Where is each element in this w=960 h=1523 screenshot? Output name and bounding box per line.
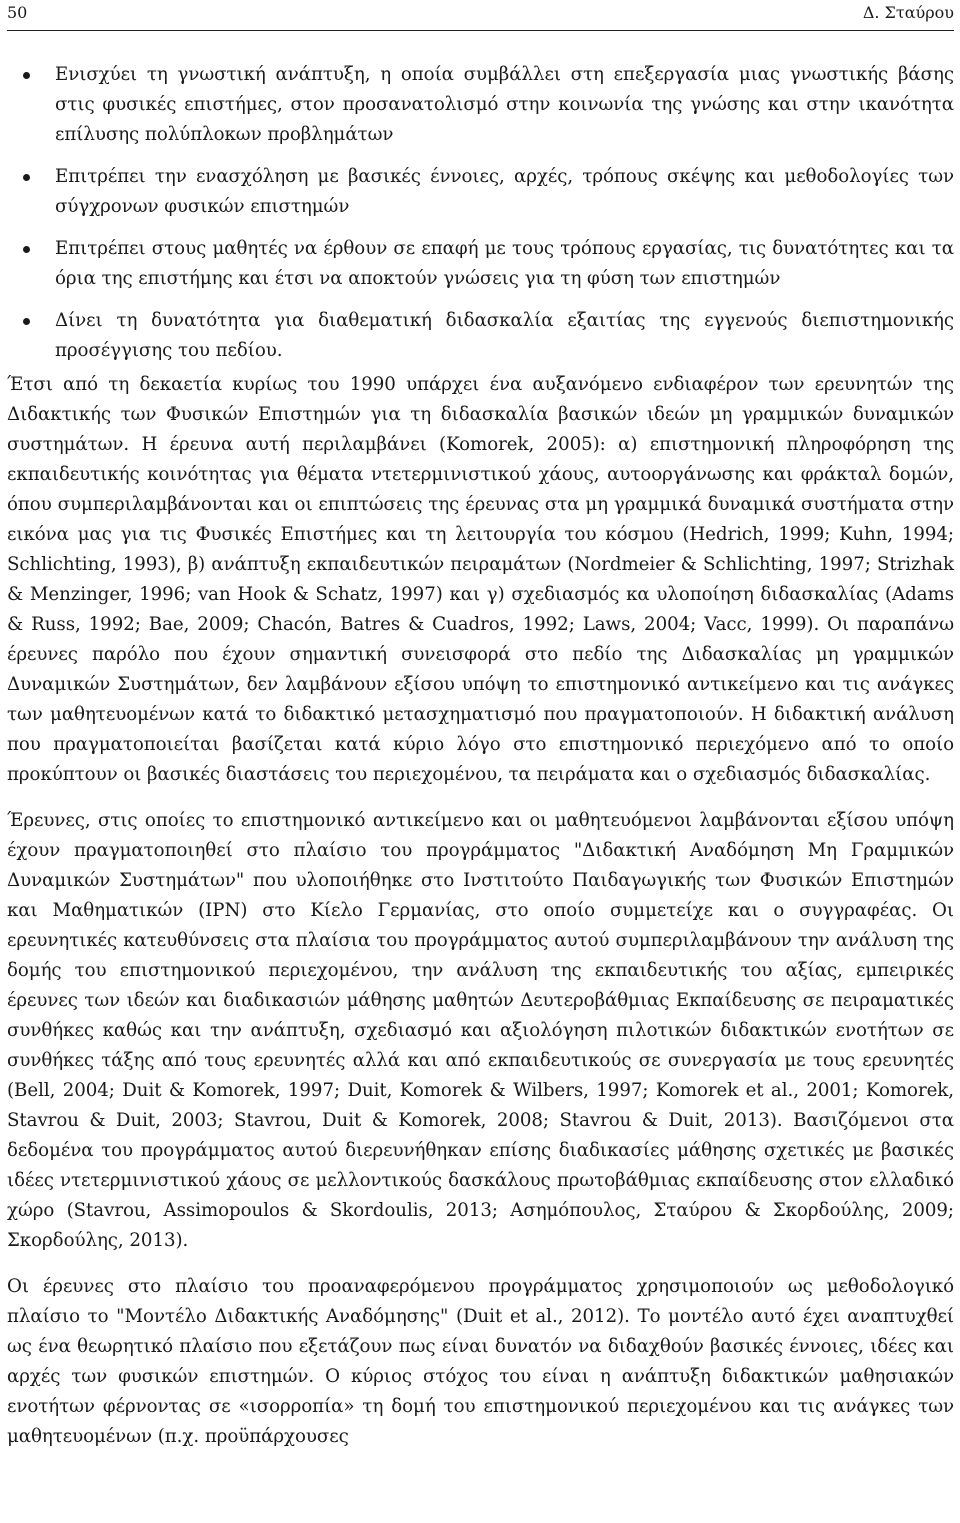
running-head: Δ. Σταύρου xyxy=(862,3,954,22)
bullet-item xyxy=(55,234,954,294)
bullet-text: Επιτρέπει την ενασχόληση με βασικές έννοιες, αρχές, τρόπους σκέψης και μεθοδολογίες των σύγχρονων φυσικών επιστημών xyxy=(55,166,954,217)
bullet-text: Επιτρέπει στους μαθητές να έρθουν σε επαφή με τους τρόπους εργασίας, τις δυνατότητες και τα όρια της επιστήμης και έτσι να αποκτούν γνώσεις για τη φύση των επιστημών xyxy=(55,238,954,289)
bullet-text: Δίνει τη δυνατότητα για διαθεματική διδασκαλία εξαιτίας της εγγενούς διεπιστημονικής προσέγγισης του πεδίου. xyxy=(55,310,954,361)
bullet-dot-icon xyxy=(23,72,30,79)
bullet-dot-icon xyxy=(23,246,30,253)
bullet-dot-icon xyxy=(23,318,30,325)
page-header xyxy=(7,0,954,31)
body-paragraph: Οι έρευνες στο πλαίσιο του προαναφερόμενου προγράμματος χρησιμοποιούν ως μεθοδολογικό πλαίσιο το "Μοντέλο Διδακτικής Αναδόμησης" (Duit et al., 2012). Το μοντέλο αυτό έχει αναπτυχθεί ως ένα θεωρητικό πλαίσιο που εξετάζουν πως είναι δυνατόν να διδαχθούν βασικές έννοιες, ιδέες και αρχές των φυσικών επιστημών. Ο κύριος στόχος του είναι η ανάπτυξη διδακτικών μαθησιακών ενοτήτων φέρνοντας σε «ισορροπία» τη δομή του επιστημονικού περιεχομένου και τις ανάγκες των μαθητευομένων (π.χ. προϋπάρχουσες xyxy=(7,1276,954,1447)
body-paragraph: Έρευνες, στις οποίες το επιστημονικό αντικείμενο και οι μαθητευόμενοι λαμβάνονται εξίσου υπόψη έχουν πραγματοποιηθεί στο πλαίσιο του προγράμματος "Διδακτική Αναδόμηση Μη Γραμμικών Δυναμικών Συστημάτων" που υλοποιήθηκε στο Ινστιτούτο Παιδαγωγικής των Φυσικών Επιστημών και Μαθηματικών (IPN) στο Κίελο Γερμανίας, στο οποίο συμμετείχε και ο συγγραφέας. Οι ερευνητικές κατευθύνσεις στα πλαίσια του προγράμματος αυτού συμπεριλαμβάνουν την ανάλυση της δομής του επιστημονικού περιεχομένου, την ανάλυση της εκπαιδευτικής του αξίας, εμπειρικές έρευνες των ιδεών και διαδικασιών μάθησης μαθητών Δευτεροβάθμιας Εκπαίδευσης σε πειραματικές συνθήκες καθώς και την ανάπτυξη, σχεδιασμό και αξιολόγηση πιλοτικών διδακτικών ενοτήτων σε συνθήκες τάξης από τους ερευνητές αλλά και από εκπαιδευτικούς σε συνεργασία με τους ερευνητές (Bell, 2004; Duit & Komorek, 1997; Duit, Komorek & Wilbers, 1997; Komorek et al., 2001; Komorek, Stavrou & Duit, 2003; Stavrou, Duit & Komorek, 2008; Stavrou & Duit, 2013). Βασιζόμενοι στα δεδομένα του προγράμματος αυτού διερευνήθηκαν επίσης διαδικασίες μάθησης σχετικές με βασικές ιδέες ντετερμινιστικού χάους σε μελλοντικούς δασκάλους πρωτοβάθμιας εκπαίδευσης στον ελλαδικό χώρο (Stavrou, Assimopoulos & Skordoulis, 2013; Ασημόπουλος, Σταύρου & Σκορδούλης, 2009; Σκορδούλης, 2013). xyxy=(7,810,954,1251)
body-paragraph: Έτσι από τη δεκαετία κυρίως του 1990 υπάρχει ένα αυξανόμενο ενδιαφέρον των ερευνητών της Διδακτικής των Φυσικών Επιστημών για τη διδασκαλία βασικών ιδεών μη γραμμικών δυναμικών συστημάτων. Η έρευνα αυτή περιλαμβάνει (Komorek, 2005): α) επιστημονική πληροφόρηση της εκπαιδευτικής κοινότητας για θέματα ντετερμινιστικού χάους, αυτοοργάνωσης και φράκταλ δομών, όπου συμπεριλαμβάνονται και οι επιπτώσεις της έρευνας στα μη γραμμικά δυναμικά συστήματα στην εικόνα μας για τις Φυσικές Επιστήμες και τη λειτουργία του κόσμου (Hedrich, 1999; Kuhn, 1994; Schlichting, 1993), β) ανάπτυξη εκπαιδευτικών πειραμάτων (Nordmeier & Schlichting, 1997; Strizhak & Menzinger, 1996; van Hook & Schatz, 1997) και γ) σχεδιασμός κα υλοποίηση διδασκαλίας (Adams & Russ, 1992; Bae, 2009; Chacón, Batres & Cuadros, 1992; Laws, 2004; Vacc, 1999). Οι παραπάνω έρευνες παρόλο που έχουν σημαντική συνεισφορά στο πεδίο της Διδασκαλίας μη γραμμικών Δυναμικών Συστημάτων, δεν λαμβάνουν εξίσου υπόψη το επιστημονικό αντικείμενο και τις ανάγκες των μαθητευομένων κατά το διδακτικό μετασχηματισμό που πραγματοποιούν. Η διδακτική ανάλυση που πραγματοποιείται βασίζεται κατά κύριο λόγο στο επιστημονικό περιεχόμενο από το οποίο προκύπτουν οι βασικές διαστάσεις του περιεχομένου, τα πειράματα και ο σχεδιασμός διδασκαλίας. xyxy=(7,374,954,785)
body-text xyxy=(7,60,954,1468)
page-number: 50 xyxy=(7,3,28,22)
bullet-text: Ενισχύει τη γνωστική ανάπτυξη, η οποία συμβάλλει στη επεξεργασία μιας γνωστικής βάσης στις φυσικές επιστήμες, στον προσανατολισμό στην κοινωνία της γνώσης και στην ικανότητα επίλυσης πολύπλοκων προβλημάτων xyxy=(55,64,954,145)
bullet-dot-icon xyxy=(23,174,30,181)
bullet-item xyxy=(55,162,954,222)
bullet-item xyxy=(55,306,954,366)
bullet-list xyxy=(7,60,954,366)
bullet-item xyxy=(55,60,954,150)
